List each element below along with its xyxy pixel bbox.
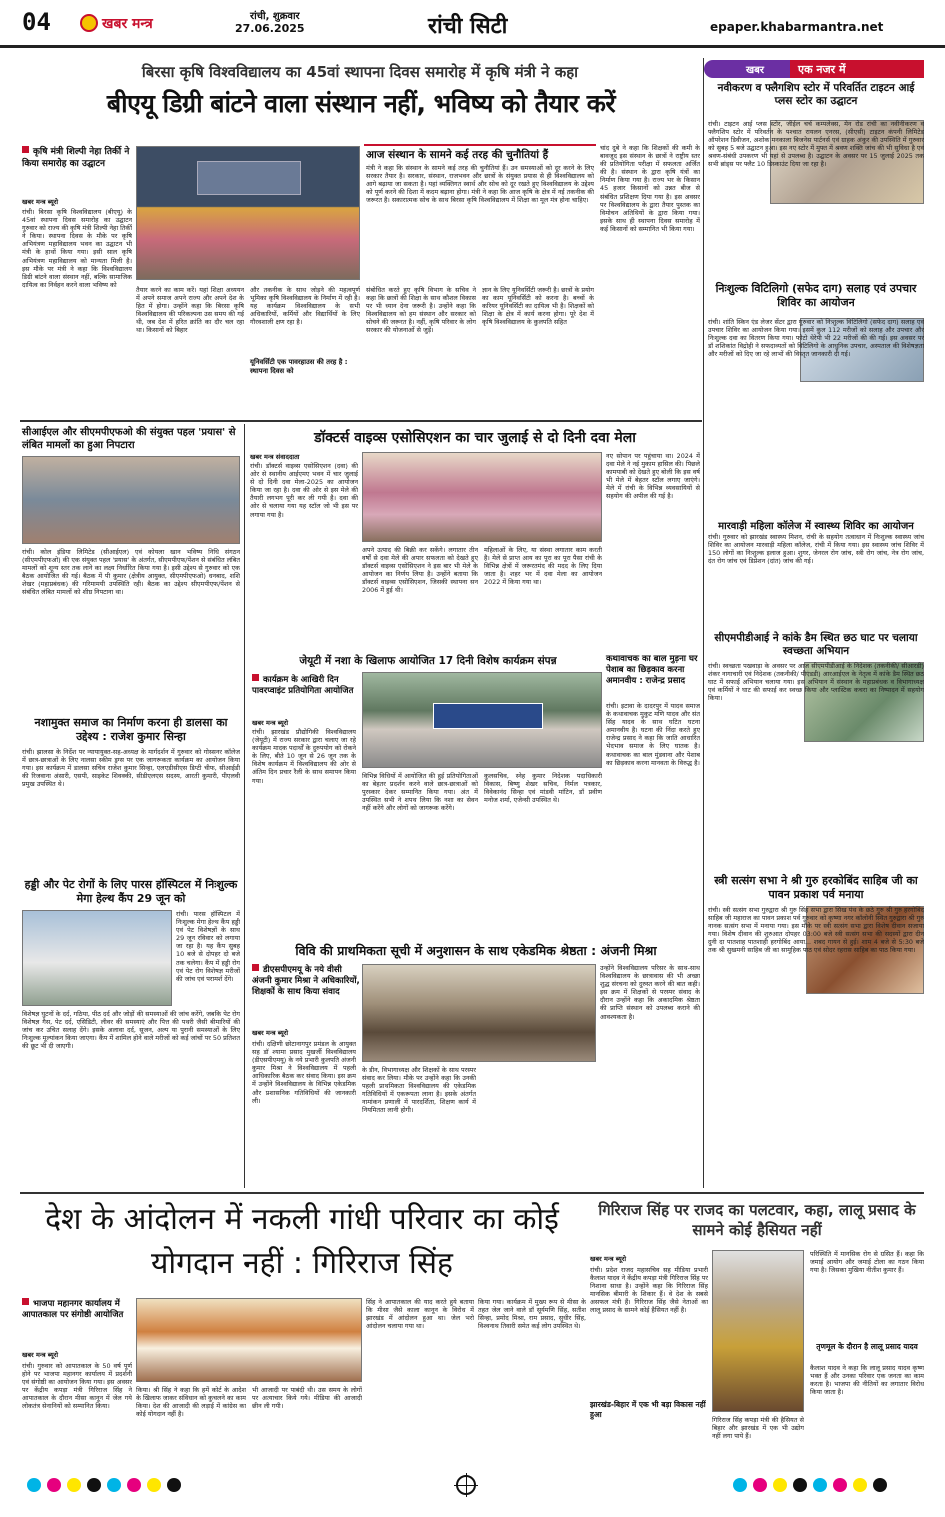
page-number: 04 <box>22 8 51 36</box>
doctors-byline: खबर मन्त्र संवाददाता <box>250 453 300 461</box>
jut-byline: खबर मन्त्र ब्यूरो <box>252 719 289 727</box>
doctors-body-1: रांची। डॉक्टर्स वाइव्स एसोसिएशन (दवा) की ओर से स्थानीय आईएमए भवन में चार जुलाई से दो दिनी दवा मेला-2025 का आयोजन किया जा रहा है। दवा की ओर से इस मेले की तैयारी लगभग पूरी कर ली गयी है। दवा की ओर से चलाया गया यह स्टॉल जो भी इस पर लगाया गया है। <box>250 462 358 519</box>
lead-inset-head: आज संस्थान के सामने कई तरह की चुनौतियां हैं <box>366 149 549 161</box>
brief-2-body: रांची। शांति स्किन एंड लेजर सेंटर द्वारा गुरुवार को निःशुल्क विटिलिगो (सफेद दाग) सलाह एवं उपचार शिविर का आयोजन किया गया। इसमें कुल 112 मरीजों को सलाह और उपचार और निःशुल्क दवा का वितरण किया गया। फोटो थेरेपी भी 22 मरीजों की की गई। इस अवसर पर डॉ शशिकांत विद्रोही ने सफदाव्यतों को विटिलिगो के आधुनिक उपचार, अस्पताल की विशेषज्ञता और मरीजों को दिए जा रहे लाभों की विस्तृत जानकारी दी गई। <box>708 318 924 359</box>
lead-inset-box <box>364 144 596 282</box>
cil-photo <box>22 456 240 544</box>
vc-body-2: के डीन, विभागाध्यक्ष और शिक्षकों के साथ परस्पर संवाद कर लिया। मौके पर उन्होंने कहा कि उनकी पहली प्राथमिकता विश्वविद्यालय की एकेडमिक गतिविधियों में एकरूपता लाना है। इसके अंतर्गत नामांकन प्रणाली में पारदर्शिता, शिक्षण कार्य में नियमितता लानी होगी। <box>362 1066 476 1115</box>
rjd-body-4: गिरिराज सिंह कपड़ा मंत्री की हैसियत से बिहार और झारखंड में एक भी उद्योग नहीं लगा पाये हैं। <box>712 1416 804 1441</box>
jut-body-3: कुलसचिव, स्नेह कुमार निदेशक पदाधिकारी विकास, बिष्णु शेखर सचिव, निर्मल पत्रकार, विवेकानंद सिन्हा एवं मांडवी मांटिन, डॉ प्रवीण मनोज शर्मा, एजेन्सी उपस्थित थे। <box>484 772 602 805</box>
rjd-head: गिरिराज सिंह पर राजद का पलटवार, कहा, लालू प्रसाद के सामने कोई हैसियत नहीं <box>598 1201 916 1239</box>
brief-5-body: रांची। स्त्री सत्संग सभा गुरुद्वारा श्री गुरु सिंह सभा द्वारा सिख पंथ के छठे गुरु श्री गुरु हरगोबिंद साहिब जी महाराज का पावन प्रकाश पर्व गुरुवार को कृष्णा नगर कॉलोनी स्थित गुरुद्वारा श्री गुरु नानक सत्संग सभा में मनाया गया। इस मौके पर स्त्री सत्संग सभा द्वारा विशेष दीवान सजाया गया। विशेष दीवान की शुरुआत दोपहर 03:00 बजे स्त्री सत्संग सभा की सदस्यों द्वारा दीन दुनी दा पातशाह पातशाही हरगोबिंद आया... शबद गायन से हुई। शाम 4 बजे से 5:30 बजे तक श्री सुखमनी साहिब जी का सामूहिक पाठ एवं सोदर रहरास साहिब का पाठ किया गया। <box>708 906 924 955</box>
print-color-bar-right <box>730 1477 890 1493</box>
registration-crosshair-v <box>466 1473 467 1497</box>
vc-photo <box>362 964 596 1062</box>
brief-4-head: सीएमपीडीआई ने कांके डैम स्थित छठ घाट पर चलाया स्वच्छता अभियान <box>714 632 918 657</box>
jut-side-head: कार्यक्रम के आखिरी दिन पावरप्वाइंट प्रतियोगिता आयोजित <box>252 674 358 697</box>
masthead <box>0 0 945 48</box>
lead-inset-body: मंत्री ने कहा कि संस्थान के सामने कई तरह की चुनौतियां हैं। उन समस्याओं को दूर करने के लिए सरकार तैयार है। सरकार, संस्थान, राजभवन और छात्रों के संयुक्त प्रयास से ही विश्वविद्यालय को आगे बढ़ाया जा सकता है। यहां व्यक्तिगत स्वार्थ और सोच को दूर रखते हुए विश्वविद्यालय के उद्देश्य को पूर्ण करने की दिशा में कदम बढ़ाना होगा। मंत्री ने कहा कि आज कृषि के क्षेत्र में नई तकनीक की जरूरत है। सकारात्मक सोच के साथ बिरसा कृषि विश्वविद्यालय में शिक्षा का मूल मंत्र होना चाहिए। <box>366 164 594 205</box>
magenta-mark-icon <box>47 1478 61 1492</box>
paras-head: हड्डी और पेट रोगों के लिए पारस हॉस्पिटल में निःशुल्क मेगा हेल्थ कैंप 29 जून को <box>24 878 238 905</box>
vc-side-head: डीएसपीएमयू के नये वीसी अंजनी कुमार मिश्रा ने अधिकारियों, शिक्षकों के साथ किया संवाद <box>252 965 360 997</box>
jut-head: जेयूटी में नशा के खिलाफ आयोजित 17 दिनी विशेष कार्यक्रम संपन्न <box>299 655 557 667</box>
doctors-head: डॉक्टर्स वाइव्स एसोसिएशन का चार जुलाई से दो दिनी दवा मेला <box>314 430 636 446</box>
brief-1-head: नवीकरण व फ्लैगशिप स्टोर में परिवर्तित टाइटन आई प्लस स्टोर का उद्घाटन <box>717 82 915 107</box>
vc-byline: खबर मन्त्र ब्यूरो <box>252 1029 289 1037</box>
masthead-city-date: रांची, शुक्रवार <box>250 11 300 22</box>
brief-5-head: स्त्री सत्संग सभा ने श्री गुरु हरकोबिंद साहिब जी का पावन प्रकाश पर्व मनाया <box>714 874 918 901</box>
giriraj-byline: खबर मन्त्र ब्यूरो <box>22 1351 59 1359</box>
rjd-sub-2: तृणमूल के दौरान है लालू प्रसाद यादव <box>816 1342 918 1351</box>
rjd-body-1: रांची। प्रदेश राजद महासचिव सह मीडिया प्रभारी कैलाश यादव ने केंद्रीय कपड़ा मंत्री गिरिराज सिंह पर निशाना साधा है। उन्होंने कहा कि गिरिराज सिंह मानसिक बीमारी के शिकार हैं। वे देश के सबसे असफल मंत्री हैं। गिरिराज सिंह जैसे नेताओं का लालू प्रसाद के सामने कोई हैसियत नहीं है। <box>590 1266 708 1315</box>
giriraj-body-2: किया। श्री सिंह ने कहा कि हमें कोर्ट के आदेश के खिलाफ जाकर संविधान को कुचलने का काम किया। देश की आजादी की लड़ाई में कांग्रेस का कोई योगदान नहीं है। <box>136 1386 246 1419</box>
rjd-byline: खबर मन्त्र ब्यूरो <box>590 1255 627 1263</box>
lead-col-right: चांद दुबे ने कहा कि शिक्षकों की कमी के बावजूद इस संस्थान के छात्रों ने राष्ट्रीय स्तर की प्रतियोगिता परीक्षा में सफलता अर्जित की है। संस्थान के द्वारा कृषि यंत्रों का निर्माण किया गया है। राज्य भर के किसान 45 हजार किसानों को उन्नत बीज से संबंधित प्रशिक्षण दिया गया है। इस अवसर पर विश्वविद्यालय के द्वारा तैयार पुस्तक का विमोचन अतिथियों के द्वारा किया गया। इसके साथ ही स्थापना दिवस समारोह में कई किसानों को सम्मानित भी किया गया। <box>600 144 700 233</box>
black-mark-icon <box>87 1478 101 1492</box>
black-mark-icon <box>793 1478 807 1492</box>
jut-photo <box>362 672 602 768</box>
lead-photo <box>136 146 360 280</box>
lead-kicker: बिरसा कृषि विश्वविद्यालय का 45वां स्थापना दिवस समारोह में कृषि मंत्री ने कहा <box>141 63 579 81</box>
section-title: रांची सिटी <box>428 14 508 39</box>
paras-photo <box>22 910 172 1006</box>
giriraj-top-rule <box>20 1192 924 1194</box>
doctors-body-2: अपने उत्पाद की बिक्री कर सकेंगे। लगातार तीन वर्षों से दवा मेले की अपार सफलता को देखते हुए डॉक्टर्स वाइव्स एसोसिएशन ने इस बार भी मेले के आयोजन का निर्णय लिया है। उन्होंने बताया कि डॉक्टर्स वाइव्स एसोसिएशन, जिसकी स्थापना सन 2006 में हुई थी। <box>362 546 478 595</box>
print-color-bar-left <box>24 1477 184 1493</box>
cyan-mark-icon <box>813 1478 827 1492</box>
giriraj-body-3: भी आजादी पर पाबंदी थी। उस समय के लोगों पर अत्याचार किये गये। मीडिया की आजादी छीन ली गयी। <box>252 1386 362 1411</box>
rjd-sub: झारखंड-बिहार में एक भी बड़ा विकास नहीं हुआ <box>590 1400 706 1419</box>
giriraj-body-5: किया गया। कार्यक्रम में मुख्य रूप से मीसा के तहत जेल जाने वाले डॉ सूर्यमणि सिंह, सतीश सिन्हा, प्रमोद मिश्रा, राम प्रसाद, सुधीर सिंह, विश्वनाथ तिवारी समेत कई लोग उपस्थित थे। <box>478 1298 586 1331</box>
lead-body-5: ज्ञान के लिए यूनिवर्सिटी जरूरी है। छात्रों के प्रयोग का काम यूनिवर्सिटी को करना है। बच्चों के करियर यूनिवर्सिटी का दायित्व भी है। शिक्षकों को शिक्षा के क्षेत्र में कार्य करना होगा। पूरे देश में कृषि विश्वविद्यालय के कुलपति सहित <box>482 286 594 327</box>
rjd-body-3: कैलाश यादव ने कहा कि लालू प्रसाद यादव कृष्ण भक्त हैं और उनका परिवार एक जनता का काम करता है। भाजपा की नीतियों का लगातार विरोध किया जाता है। <box>810 1364 924 1397</box>
masthead-date: 27.06.2025 <box>235 22 305 35</box>
lead-body-3: और तकनीक के साथ जोड़ने की महत्वपूर्ण भूमिका कृषि विश्वविद्यालय के निर्माण में रही है। यह कार्यक्रम विश्वविद्यालय के सभी अधिकारियों, कर्मियों और विद्यार्थियों के लिए गौरवशाली क्षण रहा है। <box>250 286 360 327</box>
cyan-mark-icon <box>27 1478 41 1492</box>
paras-body-b: विशेषज्ञ घुटनों के दर्द, गठिया, पीठ दर्द और जोड़ों की समस्याओं की जांच करेंगे, जबकि पेट रोग विशेषज्ञ गैस, पेट दर्द, एसिडिटी, लीवर की समस्याएं और पित्त की पथरी जैसी बीमारियों की जांच कर उचित सलाह देंगे। इसके अलावा दर्द, सूजन, अल्प या पुरानी समस्याओं के लिए निःशुल्क मूल्यांकन किया जाएगा। कैंप में शामिल होने वाले मरीजों को कई जांचों पर 50 प्रतिशत की छूट भी दी जाएगी। <box>22 1010 240 1051</box>
jut-body-2: विभिन्न विधियों में आयोजित की हुई प्रतियोगिताओं का बेहतर प्रदर्शन करने वाले छात्र-छात्राओं को पुरस्कार देकर सम्मानित किया गया। अंत में उपस्थित सभी ने शपथ लिया कि नशा का सेवन नहीं करेंगे और लोगों को जागरूक करेंगे। <box>362 772 478 813</box>
cyan-mark-icon <box>733 1478 747 1492</box>
katha-head: कथावाचक का बाल मुड़ना घर पेशाब का छिड़काव करना अमानवीय : राजेन्द्र प्रसाद <box>606 654 698 686</box>
giriraj-photo <box>136 1298 362 1382</box>
lead-sub-head: यूनिवर्सिटी एक पावरहाउस की तरह है : स्थापना दिवस को <box>250 358 348 375</box>
rjd-body-2: परिस्थिति में मानसिक रोग से ग्रसित हैं। कहा कि जमाई आयोग और जमाई टोला का गठन किया गया है। जिसका मुखिया नीतीश कुमार हैं। <box>810 1250 924 1275</box>
paras-body-a: रांची। पारस हॉस्पिटल में निःशुल्क मेगा हेल्थ कैंप हड्डी एवं पेट विशेषज्ञों के साथ 29 जून रविवार को लगाया जा रहा है। यह कैंप सुबह 10 बजे से दोपहर दो बजे तक चलेगा। कैंप में हड्डी रोग एवं पेट रोग विशेषज्ञ मरीजों की जांच एवं परामर्श देंगे। <box>176 910 240 983</box>
cil-head: सीआईएल और सीएमपीएफओ की संयुक्त पहल 'प्रयास' से लंबित मामलों का हुआ निपटारा <box>22 427 236 451</box>
ek-nazar-tag <box>704 60 804 78</box>
registration-target-icon <box>456 1475 476 1495</box>
brand-name: खबर मन्त्र <box>102 16 153 32</box>
magenta-mark-icon <box>753 1478 767 1492</box>
epaper-url[interactable]: epaper.khabarmantra.net <box>710 20 884 34</box>
magenta-mark-icon <box>127 1478 141 1492</box>
yellow-mark-icon <box>853 1478 867 1492</box>
giriraj-body-1: रांची। गुरुवार को आपातकाल के 50 वर्ष पूर्ण होने पर भाजपा महानगर कार्यालय में प्रदर्शनी एवं संगोष्ठी का आयोजन किया गया। इस अवसर पर केंद्रीय कपड़ा मंत्री गिरिराज सिंह ने आपातकाल के दौरान मीसा कानून में जेल गये लोकतंत्र सेनानियों को सम्मानित किया। <box>22 1362 132 1411</box>
ek-nazar-tag-label: खबर <box>746 65 764 76</box>
ek-nazar-title: एक नजर में <box>790 60 924 78</box>
lead-body-1: रांची। बिरसा कृषि विश्वविद्यालय (बीएयू) के 45वां स्थापना दिवस समारोह का उद्घाटन गुरुवार को राज्य की कृषि मंत्री शिल्पी नेहा तिर्की ने किया। स्थापना दिवस के मौके पर कृषि अभियंत्रण महाविद्यालय भवन का उद्घाटन भी मंत्री के हाथों किया गया। इसी साल कृषि अभियंत्रण महाविद्यालय को मान्यता मिली है। इस मौके पर मंत्री ने कहा कि विश्वविद्यालय डिग्री बांटने वाला संस्थान नहीं, बल्कि सामाजिक दायित्व का निर्वहन करने वाला भविष्य को <box>22 208 132 289</box>
lead-byline: खबर मन्त्र ब्यूरो <box>22 198 59 206</box>
jut-banner-graphic <box>433 703 543 729</box>
doctors-photo <box>362 452 602 542</box>
giriraj-side-head: भाजपा महानगर कार्यालय में आपातकाल पर संगोष्ठी आयोजित <box>22 1298 140 1321</box>
left-col-rule <box>244 424 245 1188</box>
column-rule <box>703 58 704 1188</box>
yellow-mark-icon <box>773 1478 787 1492</box>
nasha-head: नशामुक्त समाज का निर्माण करना ही डालसा का उद्देश्य : राजेश कुमार सिन्हा <box>34 716 228 743</box>
black-mark-icon <box>167 1478 181 1492</box>
brief-1-body: रांची। टाइटन आई प्लस स्टोर, जीईल चर्च कम्पलेक्स, मेन रोड रांची का नवीनीकरण व फ्लैगशिप स्टोर में परिवर्तन के पश्चात रायलन एनरस, (सीएसी) टाइटन कंपनी लिमिटेड ऑपरेशन डिवीजन, अशोक मनकाला बिजनेस पार्टनर्स एवं ग्राहक अंकुर की उपस्थिति में गुरुवार को सुबह 5 बजे उद्घाटन हुआ। इस नए स्टोर में मुफ्त में श्रवण शक्ति जांच की भी सुविधा है एवं श्रवण-संबंधी उपकरण भी यहां से उपलब्ध है। उद्घाटन के अवसर पर 15 जुलाई 2025 तक सभी ब्रांड्स पर फ्लैट 10 डिस्काउंट दिया जा रहा है। <box>708 120 924 169</box>
brand-logo-icon <box>80 14 98 32</box>
cil-body: रांची। कोल इंडिया लिमिटेड (सीआईएल) एवं कोयला खान भविष्य निधि संगठन (सीएमपीएफओ) की एक संयुक्त पहल 'प्रयास' के अंतर्गत, सीएमपीएफ/पेंशन से संबंधित लंबित मामलों को शून्य स्तर तक लाने का लक्ष्य निर्धारित किया गया है। इसी उद्देश्य से गुरुवार को एक बैठक आयोजित की गई। बैठक में पी कुमार (क्षेत्रीय आयुक्त, सीएमपीएफओ) धनबाद, शशि शेखर (महाप्रबंधक) की गरिमामयी उपस्थिति रही। बैठक का उद्देश्य सीएमपीएफ/पेंशन से संबंधित लंबित मामलों को शीघ्र निपटाना था। <box>22 548 240 597</box>
brief-2-head: निःशुल्क विटिलिगो (सफेद दाग) सलाह एवं उपचार शिविर का आयोजन <box>715 282 917 309</box>
black-mark-icon <box>873 1478 887 1492</box>
rjd-photo <box>712 1250 804 1412</box>
magenta-mark-icon <box>833 1478 847 1492</box>
lead-bottom-rule <box>20 420 702 422</box>
katha-body: रांची। इटावा के दादरपुर में यादव समाज के कथावाचक मुकुट मणि यादव और संत सिंह यादव के साथ घटित घटना अमानवीय है। घटना की निंदा करते हुए राजेन्द्र प्रसाद ने कहा कि जाति आधारित भेदभाव समाज के लिए घातक है। कथावाचक का बाल मुंडवाना और पेशाब का छिड़काव करना मानवता के विरुद्ध है। <box>606 702 700 767</box>
yellow-mark-icon <box>147 1478 161 1492</box>
doctors-body-4: नए सोपान पर पहुंचाया था। 2024 में दवा मेले ने नई मुकाम हासिल की। पिछले कामयाबी को देखते हुए बोली कि इस वर्ष भी मेले में बेहतर स्टॉल लगाए जाएंगे। मेले में रांची के विभिन्न व्यवसायियों से सहयोग की अपील की गई है। <box>606 452 700 501</box>
doctors-body-3: महिलाओं के लिए, या संस्था लगातार काम करती है। मेले से प्राप्त आय का पूरा का पूरा पैसा रांची के विभिन्न क्षेत्रों में जरूरतमंद की मदद के लिए दिया जाता है। शहर भर में दवा मेला का आयोजन 2022 में किया गया था। <box>484 546 602 587</box>
vc-head: विवि की प्राथमिकता सूची में अनुशासन के साथ एकेडमिक श्रेष्ठता : अंजनी मिश्रा <box>295 943 657 958</box>
lead-body-4: संबोधित करते हुए कृषि विभाग के सचिव ने कहा कि छात्रों की शिक्षा के साथ कौशल विकास पर भी ध्यान देना जरूरी है। उन्होंने कहा कि विश्वविद्यालय को हम संस्थान और सरकार को सोचने की जरूरत है। नहीं, कृषि परिवार के लोग सरकार की योजनाओं से जुड़ें। <box>366 286 476 335</box>
brief-3-head: मारवाड़ी महिला कॉलेज में स्वास्थ्य शिविर का आयोजन <box>718 521 914 532</box>
lead-side-head: कृषि मंत्री शिल्पी नेहा तिर्की ने किया समारोह का उद्घाटन <box>22 146 132 170</box>
vc-body-3: उन्होंने विश्वविद्यालय परिसर के साथ-साथ विश्वविद्यालय के छात्रावास की भी अच्छा शुद्ध संरचना को दुरुस्त करने की बात कही। इस क्रम में शिक्षकों से परस्पर संवाद के दौरान उन्होंने कहा कि अकादमिक श्रेष्ठता की प्राप्ति संस्थान को उपलब्ध कराने की आवश्यकता है। <box>600 964 700 1021</box>
brief-4-body: रांची। स्वच्छता पखवाड़ा के अवसर पर आज सीएमपीडीआई के निदेशक (तकनीकी/ सीआरडी) शंकर नागाचारी एवं निदेशक (तकनीकी/ पीएंडडी) आरआईएल के नेतृत्व में कांके डैम स्थित छठ घाट में सफाई अभियान चलाया गया। इस अभियान में संस्थान के महाप्रबंधक व विभागाध्यक्ष एवं कर्मियों ने घाट की सफाई कर स्वच्छ किया और प्लास्टिक कचरा का निष्पादन में सहयोग किया। <box>708 662 924 703</box>
giriraj-body-4: सिंह ने आपातकाल की याद करते हुये बताया कि मीसा जैसे काला कानून के विरोध में झारखंड में आंदोलन हुआ था। जेल भरो आंदोलन चलाया गया था। <box>366 1298 474 1331</box>
lead-headline: बीएयू डिग्री बांटने वाला संस्थान नहीं, भविष्य को तैयार करें <box>106 89 616 118</box>
brief-3-body: रांची। गुरुवार को झारखंड स्वास्थ्य मिशन, रांची के सहयोग तत्वाधान में निःशुल्क स्वास्थ्य जांच शिविर का आयोजन मारवाड़ी महिला कॉलेज, रांची में किया गया। इस स्वास्थ्य जांच शिविर में 150 लोगों का निःशुल्क इलाज हुआ। शुगर, जेनरल रोग जांच, स्त्री रोग जांच, नेत्र रोग जांच, दंत रोग जांच एवं डिप्रेशन (दांत) जांच की गई। <box>708 533 924 566</box>
jut-body-1: रांची। झारखंड प्रौद्योगिकी विश्वविद्यालय (जेयूटी) में राज्य सरकार द्वारा चलाए जा रहे कार्यक्रम मादक पदार्थों के दुरुपयोग को रोकने के लिए, बीते 10 जून से 26 जून तक के विशेष कार्यक्रम में विश्वविद्यालय की ओर से अंतिम दिन प्रचार रैली के साथ समापन किया गया। <box>252 728 356 785</box>
nasha-body: रांची। झालसा के निर्देश पर न्यायायुक्त-सह-अध्यक्ष के मार्गदर्शन में गुरुवार को गोस्सनर कॉलेज में छात्र-छात्राओं के लिए नालसा स्कीम ड्रग्स पर एक जागरूकता कार्यक्रम का आयोजन किया गया। इस कार्यक्रम में डालसा सचिव राजेश कुमार सिन्हा, एलएडीसीएस डिप्टी चीफ, सीआईडी की रिजवाना अंसारी, एसपी, साइकेट शिवक्की, सीडीएलएस सदस्य, आरती कुमारी, पीएलवी प्रमुख उपस्थित थे। <box>22 748 240 789</box>
yellow-mark-icon <box>67 1478 81 1492</box>
lead-body-2: तैयार करने का काम करें। यहां शिक्षा अध्ययन में अपने समाज अपने राज्य और अपने देश के हित में होगा। उन्होंने कहा कि बिरसा कृषि विश्वविद्यालय की परिकल्पना उस समय की गई थी, जब देश में हरित क्रांति का दौर चल रहा था। किसानों को बिहार <box>136 286 244 335</box>
ceremony-banner-graphic <box>197 161 301 195</box>
giriraj-head: देश के आंदोलन में नकली गांधी परिवार का कोई योगदान नहीं : गिरिराज सिंह <box>45 1202 559 1281</box>
vc-body-1: रांची। दक्षिणी छोटानागपुर प्रमंडल के आयुक्त सह डॉ श्यामा प्रसाद मुखर्जी विश्वविद्यालय (डीएसपीएमयू) के नये प्रभारी कुलपति अंजनी कुमार मिश्रा ने विश्वविद्यालय में पहली आधिकारिक बैठक कर संवाद किया। इस क्रम में उन्होंने विश्वविद्यालय के विभिन्न एकेडमिक और प्रशासनिक गतिविधियों की जानकारी ली। <box>252 1040 356 1105</box>
cyan-mark-icon <box>107 1478 121 1492</box>
